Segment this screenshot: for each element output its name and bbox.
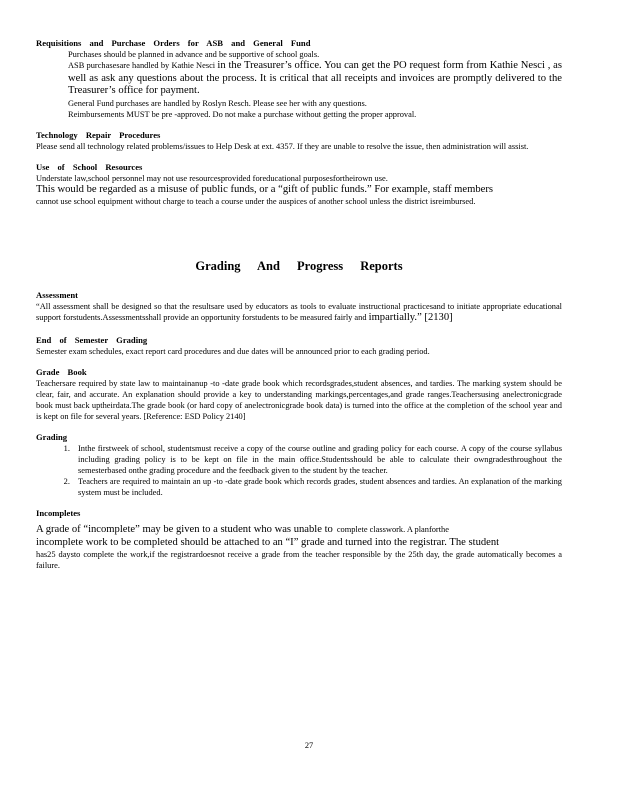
school-resources-heading: Use of School Resources — [36, 161, 143, 172]
school-resources-line: cannot use school equipment without charge to teach a course under the auspices of another school unless the district isreimbursed. — [36, 197, 476, 206]
end-semester-body: Semester exam schedules, exact report card procedures and due dates will be announced prior to each grading period. — [36, 346, 430, 356]
list-item — [52, 98, 562, 109]
requisitions-heading: Requisitions and Purchase Orders for ASB and General Fund — [36, 38, 311, 48]
incompletes-text: complete classwork. A planforthe — [336, 524, 449, 534]
incompletes-section — [36, 508, 562, 572]
grade-book-heading: Grade Book — [36, 366, 87, 377]
assessment-heading: Assessment — [36, 290, 79, 300]
incompletes-line-large: incomplete work to be completed should be attached to an “I” grade and turned into the registrar. The student — [36, 536, 500, 548]
list-item-text: ASB purchasesare handled by Kathie Nesci — [68, 61, 216, 70]
requisitions-list — [36, 49, 562, 120]
tech-repair-heading: Technology Repair Procedures — [36, 129, 161, 140]
list-item: 1. Inthe firstweek of school, studentsmust receive a copy of the course outline and grading policy for each course. A copy of the course syllabus including grading policy is to be kept on file in the main office.Studentsshould be able to calculate their owngradesthroughout the semesterbased onthe grading procedure and the feedback given to the student by the teacher. — [72, 443, 562, 476]
grading-section — [36, 432, 562, 498]
list-item-text-large: in the Treasurer’s office. You can get the PO request form from Kathie Nesci , as well as ask any questions about the process. It is critical that all receipts and invoices are promptly delivered to the Treasurer’s office for payment. — [68, 60, 562, 96]
list-item — [52, 60, 562, 98]
school-resources-line-large: This would be regarded as a misuse of public funds, or a “gift of public funds.” For example, staff members — [36, 183, 493, 195]
assessment-text: “All assessment shall be designed so that the resultsare used by educators as tools to evaluate instructional practicesand to initiate appropriate educational support forstudents.Assessmentsshall provide an opportunity forstudents to be measured fairly and — [36, 302, 562, 322]
document-page — [36, 38, 562, 581]
tech-repair-body: Please send all technology related problems/issues to Help Desk at ext. 4357. If they are unable to resolve the issue, then administration will assist. — [36, 141, 529, 151]
list-item-text: Purchases should be planned in advance and be supportive of school goals. — [68, 50, 320, 59]
school-resources-line: Understate law,school personnel may not use resourcesprovided foreducational purposesfortheirown use. — [36, 173, 388, 183]
grading-heading: Grading — [36, 431, 68, 442]
grade-book-body: Teachersare required by state law to maintainanup -to -date grade book which recordsgrades,student absences, and tardies. The marking system should be clear, fair, and accurate. An explanation should provide a key to understanding markings,percentages,and grade ranges.Teachersusing anelectronicgrade book must back uptheirdata.The grade book (or hard copy of anelectronicgrade book data) is turned into the office at the completion of the school year and is kept on file for several years. [Reference: ESD Policy 2140] — [36, 378, 562, 421]
end-semester-section — [36, 335, 562, 357]
incompletes-heading: Incompletes — [36, 507, 81, 518]
grade-book-section — [36, 367, 562, 422]
incompletes-text-large: A grade of “incomplete” may be given to a student who was unable to — [36, 523, 333, 535]
grading-list — [36, 443, 562, 498]
tech-repair-section — [36, 130, 562, 152]
incompletes-line — [36, 519, 562, 537]
assessment-body — [36, 301, 562, 325]
assessment-text-large: impartially.” [2130] — [368, 312, 453, 323]
list-item — [52, 109, 562, 120]
list-item-text: Reimbursements MUST be pre -approved. Do not make a purchase without getting the proper approval. — [68, 109, 417, 119]
page-number: 27 — [304, 741, 314, 750]
end-semester-heading: End of Semester Grading — [36, 334, 148, 345]
incompletes-line: has25 daysto complete the work,if the registrardoesnot receive a grade from the teacher responsible by the 25th day, the grade automatically becomes a failure. — [36, 550, 562, 570]
grading-section-title: Grading And Progress Reports — [195, 259, 403, 273]
requisitions-section — [36, 38, 562, 120]
list-item — [52, 49, 562, 60]
school-resources-section — [36, 162, 562, 208]
assessment-section — [36, 290, 562, 325]
list-item: 2. Teachers are required to maintain an up -to -date grade book which records grades, student absences and tardies. An explanation of the marking system must be included. — [72, 476, 562, 498]
list-item-text: General Fund purchases are handled by Roslyn Resch. Please see her with any questions. — [68, 98, 367, 108]
